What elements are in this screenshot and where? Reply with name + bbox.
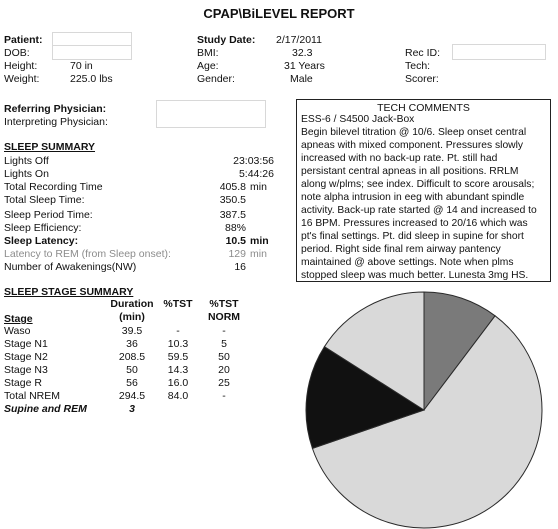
sleep-summary-label: Total Sleep Time: <box>4 194 85 206</box>
stage-tst: 14.3 <box>167 364 189 376</box>
study-date-value: 2/17/2011 <box>276 34 322 46</box>
scorer-label: Scorer: <box>405 73 439 85</box>
stage-norm: - <box>222 390 226 402</box>
interpreting-physician-label: Interpreting Physician: <box>4 116 108 128</box>
sleep-summary-label: Lights On <box>4 168 49 180</box>
sleep-summary-label: Number of Awakenings(NW) <box>4 261 137 273</box>
rem-latency-value: 129 <box>228 248 246 260</box>
rec-id-redacted <box>452 44 546 60</box>
tech-comment-line: pt's final settings. Pt. did sleep in supine for short <box>301 231 524 242</box>
sleep-summary-heading: SLEEP SUMMARY <box>4 141 96 153</box>
age-label: Age: <box>197 60 219 72</box>
sleep-summary-label: Sleep Period Time: <box>4 209 93 221</box>
report-title: CPAP\BiLEVEL REPORT <box>203 6 355 21</box>
age-value: 31 Years <box>284 60 325 72</box>
sleep-summary-label: Total Recording Time <box>4 181 103 193</box>
tech-comment-line: increased with no back-up rate. Pt. still had <box>301 153 498 164</box>
bmi-value: 32.3 <box>292 47 313 59</box>
col-norm-header-2: NORM <box>207 311 241 323</box>
stage-name: Stage N1 <box>4 338 48 350</box>
sleep-stage-pie-chart <box>300 286 558 529</box>
rem-latency-label: Latency to REM (from Sleep onset): <box>4 248 171 260</box>
sleep-stage-heading: SLEEP STAGE SUMMARY <box>4 286 134 298</box>
sleep-summary-value: 387.5 <box>219 209 246 221</box>
weight-value: 225.0 lbs <box>70 73 113 85</box>
tech-comments-box <box>296 99 551 282</box>
sleep-summary-unit: min <box>250 181 267 193</box>
stage-duration: 3 <box>129 403 135 415</box>
stage-name: Stage N2 <box>4 351 48 363</box>
sleep-summary-value: 5:44:26 <box>238 168 274 180</box>
sleep-summary-value: 23:03:56 <box>233 155 274 167</box>
stage-norm: 50 <box>218 351 230 363</box>
sleep-summary-label: Sleep Efficiency: <box>4 222 82 234</box>
weight-label: Weight: <box>4 73 40 85</box>
sleep-latency-unit: min <box>250 235 269 247</box>
sleep-latency-label: Sleep Latency: <box>4 235 79 247</box>
stage-duration: 36 <box>126 338 138 350</box>
gender-label: Gender: <box>197 73 235 85</box>
stage-tst: 16.0 <box>167 377 189 389</box>
tech-comment-line: note alpha intrusion in eeg with abundant spindle <box>301 192 525 203</box>
tech-comment-line: activity. Back-up rate started @ 14 and increased to <box>301 205 537 216</box>
sleep-latency-value: 10.5 <box>225 235 246 247</box>
stage-tst: - <box>176 325 180 337</box>
stage-duration: 50 <box>126 364 138 376</box>
tech-comment-line: ESS-6 / S4500 Jack-Box <box>301 114 415 125</box>
col-duration-unit: (min) <box>119 311 145 323</box>
stage-tst: 59.5 <box>167 351 189 363</box>
stage-tst: 84.0 <box>167 390 189 402</box>
stage-name: Stage N3 <box>4 364 48 376</box>
stage-norm: 20 <box>218 364 230 376</box>
study-date-label: Study Date: <box>197 34 256 46</box>
dob-label: DOB: <box>4 47 30 59</box>
tech-comment-line: stopped sleep was much better. Lunesta 3mg HS. <box>301 270 529 281</box>
rec-id-label: Rec ID: <box>405 47 441 59</box>
gender-value: Male <box>290 73 313 85</box>
tech-comment-line: 16 BPM. Pressures increased to 20/16 which was <box>301 218 528 229</box>
stage-name: Total NREM <box>4 390 61 402</box>
tech-comment-line: maintained @ above settings. Note when plms <box>301 257 514 268</box>
stage-tst: 10.3 <box>167 338 189 350</box>
col-stage-header: Stage <box>4 313 33 325</box>
dob-redacted <box>52 45 132 60</box>
stage-duration: 208.5 <box>118 351 146 363</box>
rem-latency-unit: min <box>250 248 267 260</box>
tech-comment-line: period. Right side final rem airway pantency <box>301 244 501 255</box>
height-label: Height: <box>4 60 38 72</box>
stage-name: Waso <box>4 325 31 337</box>
stage-duration: 56 <box>126 377 138 389</box>
height-value: 70 in <box>70 60 93 72</box>
stage-duration: 39.5 <box>121 325 143 337</box>
sleep-summary-value: 16 <box>234 261 246 273</box>
stage-duration: 294.5 <box>118 390 146 402</box>
physician-redacted <box>156 100 266 128</box>
bmi-label: BMI: <box>197 47 219 59</box>
col-norm-header-1: %TST <box>209 298 239 310</box>
tech-comment-line: Begin bilevel titration @ 10/6. Sleep onset central <box>301 127 527 138</box>
stage-norm: 25 <box>218 377 230 389</box>
tech-comment-line: along w/plms; see index. Difficult to score arousals; <box>301 179 535 190</box>
col-tst-header: %TST <box>163 298 193 310</box>
referring-physician-label: Referring Physician: <box>4 103 107 115</box>
col-duration-header: Duration <box>110 298 154 310</box>
patient-label: Patient: <box>4 34 43 46</box>
tech-label: Tech: <box>405 60 431 72</box>
tech-comment-line: apneas with mixed component. Pressures slowly <box>301 140 524 151</box>
sleep-summary-value: 88% <box>224 222 246 234</box>
sleep-summary-value: 405.8 <box>219 181 246 193</box>
stage-name: Supine and REM <box>4 403 87 415</box>
sleep-summary-value: 350.5 <box>219 194 246 206</box>
tech-comment-line: persistant central apneas in all positions. RRLM <box>301 166 519 177</box>
sleep-summary-label: Lights Off <box>4 155 49 167</box>
tech-comments-heading: TECH COMMENTS <box>377 102 470 114</box>
stage-name: Stage R <box>4 377 42 389</box>
stage-norm: - <box>222 325 226 337</box>
stage-norm: 5 <box>221 338 227 350</box>
